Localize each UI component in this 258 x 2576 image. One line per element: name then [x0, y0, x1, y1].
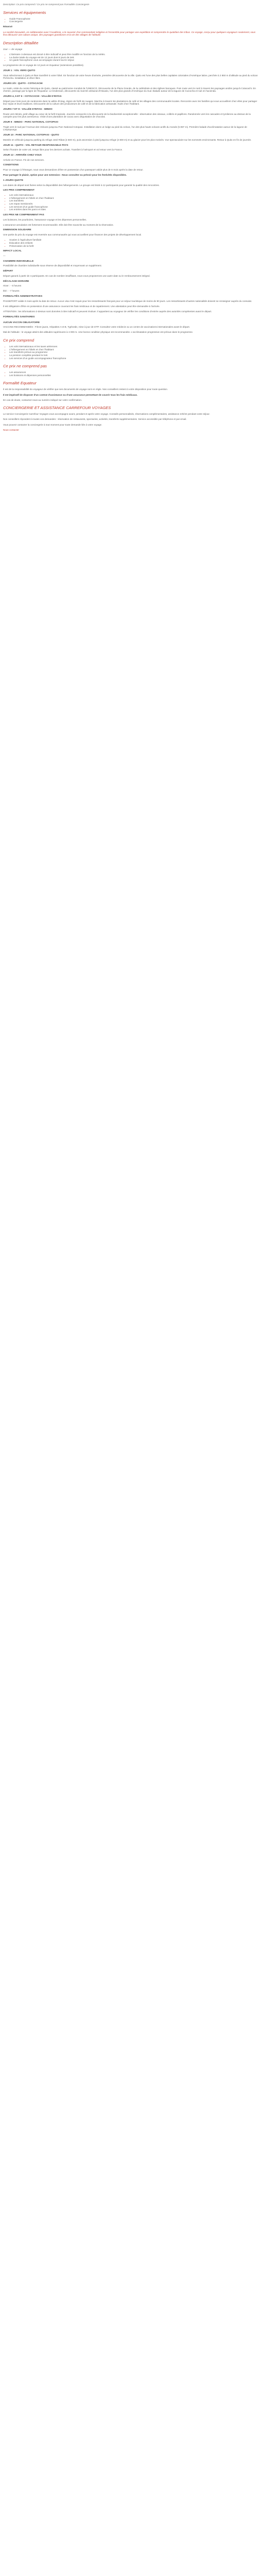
concierge-text: Le service Conciergerie Carrefour Voyages vous accompagne avant, pendant et après votre voyage. Conseils personnalisés, réservations complémentaires, assistance 24h/24 pendant votre séjour. — [3, 413, 210, 416]
vaccines-title: AUCUN VACCIN OBLIGATOIRE — [3, 321, 40, 324]
includes-item: • Les repas mentionnés — [9, 202, 258, 206]
conditions-line: Pour ce voyage à l'étranger, nous vous demandons d'être en possession d'un passeport valide plus de 6 mois après la date de retour. — [3, 168, 143, 172]
price-includes-item: • Les vols internationaux et les taxes aériennes — [9, 345, 258, 348]
services-list — [3, 18, 258, 23]
impact-title: IMPACT LOCAL — [3, 250, 22, 253]
price-excludes-item: • Les boissons et dépenses personnelles — [9, 374, 258, 377]
concierge-text: Vous pouvez contacter la conciergerie à tout moment pour toute demande liée à votre voyage. — [3, 423, 102, 426]
single-room-text: Possibilité de chambre individuelle sous réserve de disponibilité et moyennant un supplément. — [3, 264, 102, 267]
day-title: JOUR 11 : QUITO - VOL RETOUR RESPONSABLE PAYS — [3, 144, 69, 147]
description-bullet: • Un guide francophone vous accompagne durant tout le séjour. — [9, 59, 258, 62]
solidarity-title: DIMENSION SOLIDAIRE — [3, 229, 31, 232]
day-text: Arrivée en France. Fin de nos services. — [3, 158, 44, 161]
formality-text: En cas de doute, contactez-nous au numéro indiqué sur votre confirmation. — [3, 398, 82, 401]
solidarity-text: Une partie du prix du voyage est reversée aux communautés qui vous accueillent pour financer des projets de développement local. — [3, 233, 142, 236]
description-day-label: Jour — de voyage — [3, 47, 23, 50]
description-bullet: • L'itinéraire ci-dessous est donné à titre indicatif et peut être modifié en fonction de la météo. — [9, 53, 258, 56]
services-item: • Conciergerie — [9, 20, 258, 23]
concierge-title: CONCIERGERIE ET ASSISTANCE CARREFOUR VOYAGES — [3, 405, 111, 411]
price-includes-item: • La pension complète pendant le trek — [9, 354, 258, 357]
day-text: Trajet vers le sud par l'Avenue des Volcans jusqu'au Parc National Cotopaxi. Installation dans un lodge au pied du volcan, l'un des plus hauts volcans actifs du monde (5 897 m). Première balade d'acclimatation autour de la lagune de Limpiopungo. — [3, 125, 247, 131]
formality-text: Il est de la responsabilité du voyageur de vérifier que ses documents de voyage sont en règle. Nos conseillers restent à votre disposition pour toute question. — [3, 388, 168, 391]
excludes-title: LES PRIX NE COMPRENNENT PAS — [3, 213, 44, 216]
day-title: JOUR 10 : PARC NATIONAL COTOPAXI - QUITO — [3, 134, 59, 137]
timezone-winter: Hiver : - 6 heures — [3, 284, 22, 287]
concierge-contact-link[interactable]: Nous contacter — [3, 428, 19, 431]
price-excludes-item: • Les assurances — [9, 371, 258, 374]
formality-text: Il est impératif de disposer d'un contrat d'assistance ou d'une assurance permettant de couvrir tous les frais médicaux. — [3, 393, 138, 396]
vaccines-text: VACCINS RECOMMANDÉS : Fièvre jaune, Hépatites A et B, Typhoïde, mise à jour de DTP. Consultez votre médecin ou un centre de vaccinations internationales avant le départ. — [3, 326, 190, 329]
reserve-label: Réservé — [3, 25, 12, 28]
formalities-text: Il est obligatoire d'être en possession d'une assurance couvrant les frais médicaux et de rapatriement. Une attestation peut être demandée à l'arrivée. — [3, 304, 160, 308]
price-includes-item: • Les services d'un guide accompagnateur francophone — [9, 357, 258, 360]
day-title: JOURS 7 ET 8 : VALLÉE D'INTAG - MINDO — [3, 108, 53, 111]
includes-item: • Les transferts — [9, 199, 258, 202]
day-text: Selon l'horaire de votre vol, temps libre pour les derniers achats. Transfert à l'aéroport et vol retour vers la France. — [3, 148, 123, 151]
conditions-line: Pour partager le plaisir, option pour une extension : Nous consulter ou prévoir pour les festivités disponibles. — [3, 174, 127, 177]
price-includes-item: • L'hébergement en hôtels et chez l'habitant — [9, 348, 258, 351]
description-title: Description détaillée — [3, 40, 39, 45]
description-prices: Le programme de ce voyage de 12 jours en Equateur (extensions possibles). — [3, 64, 84, 67]
day-list — [3, 70, 258, 162]
solidarity-item: • Soutien à l'agriculture familiale — [9, 239, 258, 242]
conditions-title: CONDITIONS — [3, 164, 19, 167]
day-text: Montée en véhicule jusqu'au parking du refuge José Ribas (4 500 m), puis ascension à pied jusqu'au refuge (4 800 m) et au glacier pour les plus motivés. Vue spectaculaire sur les sommets environnants. Retour à Quito en fin de journée. — [3, 138, 252, 141]
formality-title: Formalité Equateur — [3, 381, 37, 386]
day-title: JOUR 9 : MINDO - PARC NATIONAL COTOPAXI — [3, 121, 58, 124]
timezone-summer: Été : - 7 heures — [3, 290, 20, 293]
impact-sub: — — [3, 255, 6, 258]
day-text: Route vers Mindo, petit village au cœur de la forêt tropicale. Journée consacrée à la découverte de la biodiversité exceptionnelle : observation des oiseaux, colibris et papillons. Randonnée vers les cascades et tyrolienne au-dessus de la canopée pour les plus aventureux. Visite d'une plantation de cacao avec dégustation de chocolat. — [3, 112, 251, 118]
price-includes-list — [3, 345, 258, 360]
price-includes-item: • Les transferts prévus au programme — [9, 351, 258, 354]
single-room-title: CHAMBRE INDIVIDUELLE — [3, 260, 34, 263]
includes-item: • L'hébergement en hôtels et chez l'habitant — [9, 197, 258, 200]
services-item: • Guide Francophone — [9, 18, 258, 21]
includes-list — [3, 194, 258, 211]
includes-item: • Les entrées dans les parcs et sites — [9, 208, 258, 211]
price-excludes-list — [3, 371, 258, 377]
health-title: FORMALITÉS SANITAIRES — [3, 315, 35, 318]
excludes-text: Les boissons, les pourboires, l'assurance voyage et les dépenses personnelles. — [3, 218, 87, 221]
description-bullets — [3, 53, 258, 62]
page — [0, 0, 258, 431]
formalities-title: FORMALITÉS ADMINISTRATIVES — [3, 295, 42, 298]
day-text: Le matin, visite du centre historique de Quito, classé au patrimoine mondial de l'UNESCO. Découverte de la Plaza Grande, de la cathédrale et des églises baroques. Puis route vers le nord à travers les paysages andins jusqu'à Cotacachi. En chemin, passage par la ligne de l'Équateur. Le lendemain, découverte du marché artisanal d'Otavalo, l'un des plus grands d'Amérique du Sud. Balade autour de la lagune de Cuicocha et nuit en hacienda. — [3, 87, 256, 93]
departure-text: Départ garanti à partir de 4 participants. En cas de nombre insuffisant, nous vous proposerons une autre date ou le remboursement intégral. — [3, 274, 150, 277]
altitude-text: Mal de l'altitude : le voyage atteint des altitudes supérieures à 4 000 m. Une bonne condition physique est recommandée. L'acclimatation progressive est prévue dans le programme. — [3, 331, 194, 334]
includes-item: • Les vols internationaux — [9, 194, 258, 197]
page-subtitle: Description: Ce prix comprend / Ce prix ne comprend pas Formalités Conciergerie — [3, 3, 89, 6]
day-text: Vous sélectionnez à Quito et êtes transféré à votre hôtel. En fonction de votre heure d'arrivée, première découverte de la ville. Quito est l'une des plus belles capitales coloniales d'Amérique latine, perchée à 2 850 m d'altitude au pied du volcan Pichincha. Installation et dîner libre. — [3, 74, 258, 80]
day-text: Départ pour trois jours de randonnée dans la vallée d'Intag, région de forêt de nuages. Marche à travers les plantations de café et les villages des communautés locales. Rencontre avec les familles qui vous accueillent chez elles pour partager leur repas et leurs traditions. Découverte de la culture des producteurs de café et de la fabrication artisanale. Nuits chez l'habitant. — [3, 99, 257, 106]
dates-label: 1 JOURS QUOTE — [3, 179, 23, 182]
formalities-text: PASSEPORT valide 6 mois après la date de retour. Aucun visa n'est requis pour les ressortissants français pour un séjour touristique de moins de 90 jours. Les ressortissants d'autres nationalités doivent se renseigner auprès du consulat. — [3, 299, 252, 302]
solidarity-item: • Préservation de la forêt — [9, 245, 258, 248]
includes-title: LES PRIX COMPRENNENT — [3, 189, 35, 192]
concierge-text: Nos conseillers répondent à toutes vos demandes : réservation de restaurants, spectacles, activités, transferts supplémentaires. Service accessible par téléphone et par email. — [3, 418, 187, 421]
departure-title: DÉPART — [3, 270, 13, 273]
formalities-note: ATTENTION : les informations ci-dessus sont données à titre indicatif et peuvent évoluer. Il appartient au voyageur de vérifier les conditions d'entrée auprès des autorités compétentes avant le départ. — [3, 310, 212, 313]
day-title: JOUR 1 : VOL VERS QUITO — [3, 69, 36, 72]
includes-item: • Les services d'un guide francophone — [9, 206, 258, 209]
excludes-extra: L'assurance annulation est fortement recommandée. Elle doit être souscrite au moment de la réservation. — [3, 223, 114, 226]
solidarity-item: • Éducation des enfants — [9, 242, 258, 245]
day-title: JOURS 4, 5 ET 6 : COTACACHI - VALLÉE D'INTAG — [3, 95, 62, 98]
description-bullet: • La durée totale du voyage est de 12 jours dont 8 jours de trek. — [9, 56, 258, 59]
day-title: JOURS 2/3 : QUITO - COTACACHI — [3, 82, 43, 85]
intro-text: La société Desautels, en collaboration avec l'Académie, a le souvenir d'un commandant indigène et l'ensemble pour partager une expédition et comprendre le quotidien des tribus. Ce voyage, conçu pour quelques voyageurs seulement, vous fera découvrir une culture unique, des paysages grandioses et la vie des villages de l'altitude. — [3, 30, 256, 37]
timezone-title: DÉCALAGE HORAIRE — [3, 280, 29, 283]
dates-text: Les dates de départ sont fixées selon la disponibilité des hébergements. Le groupe est limité à 12 participants pour garantir la qualité des rencontres. — [3, 183, 160, 187]
price-excludes-title: Ce prix ne comprend pas — [3, 364, 47, 369]
price-includes-title: Ce prix comprend — [3, 338, 34, 343]
solidarity-list — [3, 239, 258, 247]
services-title: Services et équipements — [3, 10, 46, 15]
day-title: JOUR 12 : ARRIVÉE CHEZ VOUS — [3, 154, 42, 157]
